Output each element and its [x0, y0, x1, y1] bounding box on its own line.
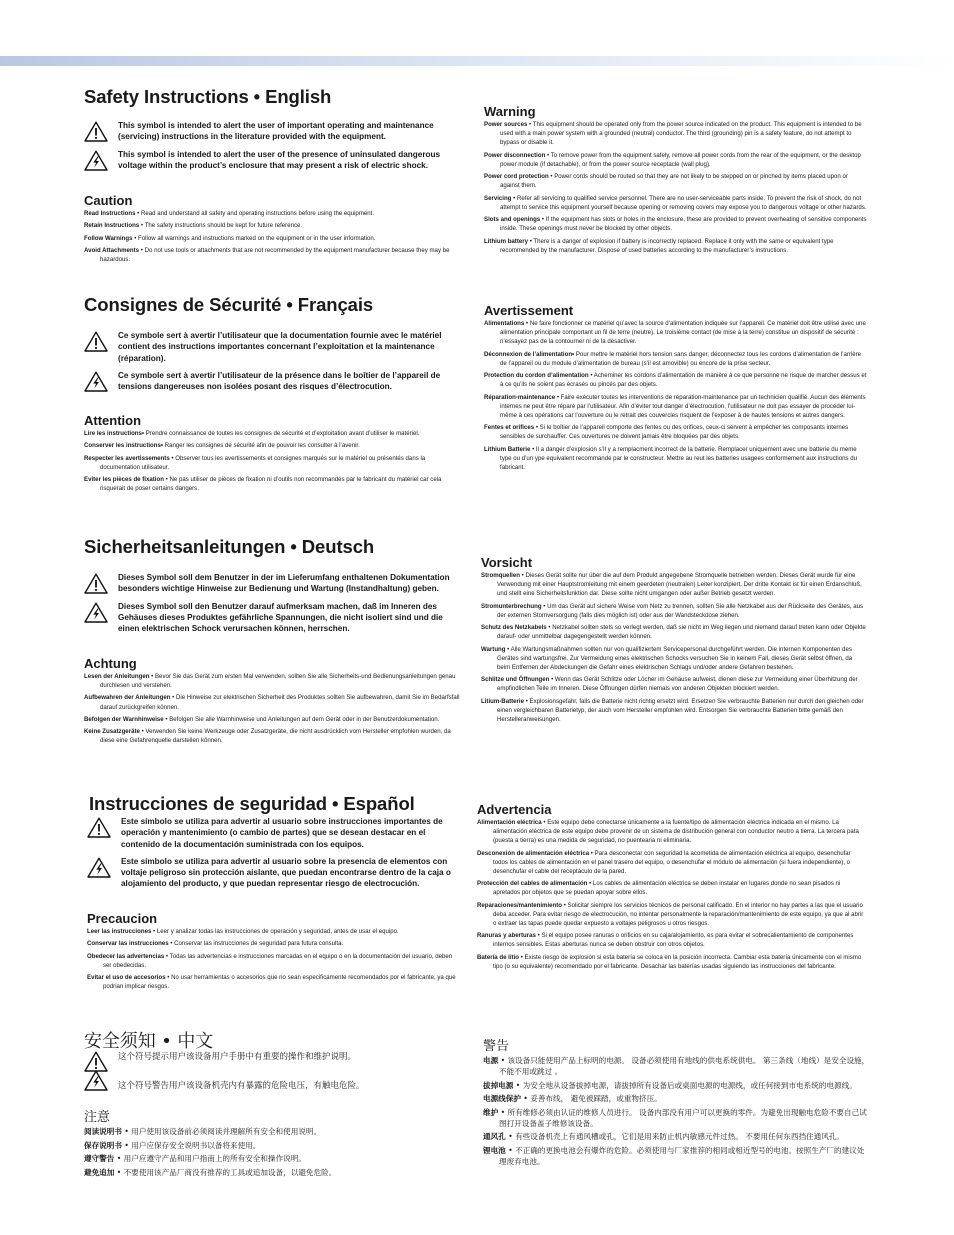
instruction-term: Conservar las instrucciones	[87, 940, 169, 948]
instruction-text: • Alle Wartungsmaßnahmen sollten nur von qualifiziertem Servicepersonal durchgeführt werden. Die internen Komponenten des Gerätes sind wartungsfrei. Zur Vermeidung eines elektrischen Schocks versuchen Sie in keinem Fall, dieses Gerät selbst öffnen, da beim Entfernen der Abdeckungen die Gefahr eines elektrischen Schlags und/oder andere Gefahren bestehen.	[497, 645, 853, 671]
caution-heading: Attention	[84, 413, 142, 428]
instruction-term: 电源	[483, 1056, 499, 1065]
instruction-text: Ranger les consignes de sécurité afin de pouvoir les consulter à l’avenir.	[163, 442, 360, 450]
instruction-term: Lithium Batterie	[484, 445, 531, 453]
instruction-item	[481, 645, 867, 672]
instruction-text: • Do not use tools or attachments that are not recommended by the equipment manufacturer because they may be hazardous.	[100, 247, 450, 264]
instruction-text: • Este equipo debe conectarse únicamente a la fuente/tipo de alimentación eléctrica indicada en el mismo. La alimentación eléctrica de este equipo debe provenir de un sistema de distribución general con conductor neutro a tierra. La tercera pata (puesta a tierra) es una medida de seguridad, no puentearia ni eliminaria.	[493, 819, 859, 845]
instruction-item	[84, 727, 462, 745]
instruction-text: • Ne faire fonctionner ce matériel qu’avec la source d’alimentation indiquée sur l’appareil. Ce matériel doit être utilisé avec une alimentation principale comportant un fil de terre (neutre). Le troisième contact (de mise à la terre) constitue un dispositif de sécurité : n’essayez pas de la contourner ni de la désactiver.	[500, 320, 866, 346]
german-symbol-shock-note	[84, 601, 464, 635]
header-color-band	[0, 56, 954, 66]
instruction-item	[484, 237, 867, 255]
spanish-caution	[87, 911, 461, 995]
instruction-item	[84, 715, 462, 724]
instruction-term: Respecter les avertissements	[84, 454, 170, 462]
instruction-term: Evitar el uso de accesorios	[87, 974, 166, 982]
instruction-term: Litium-Batterie	[481, 697, 524, 705]
instruction-item	[484, 423, 868, 441]
instruction-item	[84, 1140, 458, 1151]
instruction-item	[84, 693, 462, 711]
symbol-text: Ce symbole sert à avertir l’utilisateur de la présence dans le boîtier de l’appareil de tensions dangereuses non isolées posant des risques d’électrocution.	[118, 370, 441, 392]
warning-heading: Avertissement	[484, 303, 574, 318]
instruction-term: Aufbewahren der Anleitungen	[84, 694, 171, 702]
instruction-term: Protección del cables de alimentación	[477, 880, 588, 888]
instruction-term: 避免追加	[84, 1167, 115, 1177]
instruction-text: • 为安全地从设备拔掉电源，请拔掉所有设备后或桌面电源的电源线，或任何接到市电系统的电源线。	[513, 1080, 857, 1090]
instruction-term: 通风孔	[483, 1132, 506, 1141]
symbol-text: Dieses Symbol soll den Benutzer darauf aufmerksam machen, daß im Inneren des Gehäuses dieses Produktes gefährliche Spannungen, die nicht isoliert sind und die einen elektrischen Schock verursachen können, herrschen.	[118, 601, 443, 634]
instruction-text: • No usar herramientas o accesorios que no sean especificamente recomendados por el fabricante, ya que podrian implicar riesgos.	[103, 974, 456, 991]
instruction-item	[84, 429, 458, 438]
instruction-text: • Dieses Gerät sollte nur über die auf dem Produkt angegebene Stromquelle betrieben werden. Dieses Gerät wurde für eine Verwendung mit einer Hauptstromleitung mit einem geerdeten (neutralen) Leiter konzipiert. Der dritte Kontakt ist für einen Erdanschluß, und stellt eine Sicherheitsfunktion dar. Diese sollte nicht umgangen oder außer Betrieb gesetzt werden.	[497, 572, 862, 598]
french-symbols	[84, 330, 462, 398]
instruction-term: Schlitze und Öffnungen	[481, 676, 550, 684]
chinese-symbol-shock-note	[84, 1069, 458, 1092]
symbol-text: 这个符号警告用户该设备机壳内有暴露的危险电压，有触电危险。	[118, 1081, 365, 1092]
instruction-term: Stromquellen	[481, 572, 520, 579]
instruction-text: • Um das Gerät auf sichere Weise vom Netz zu trennen, sollten Sie alle Netzkabel aus der Rückseite des Gerätes, aus der externen Stomversorgung (falls dies möglich ist) oder aus der Wandsteckdose ziehen.	[497, 602, 864, 619]
instruction-text: • Leer y analizar todas las instrucciones de operación y seguridad, antes de usar el equipo.	[151, 928, 399, 935]
instruction-item	[87, 952, 461, 970]
instruction-text: • 所有维修必须由认证的维修人员进行。 设备内部没有用户可以更换的零件。为避免出现触电危险不要自己试图打开设备盖子维修该设备。	[498, 1107, 867, 1128]
instruction-text: • Verwenden Sie keine Werkzeuge oder Zusatzgeräte, die nicht ausdrücklich vom Hersteller empfohlen wurden, da diese eine Gefahrenquelle darstellen können.	[100, 728, 451, 745]
warning-heading: 警告	[483, 1039, 510, 1054]
instruction-item	[84, 221, 458, 230]
instruction-term: 保存说明书	[84, 1140, 122, 1150]
instruction-text: • Faire exécuter toutes les interventions de réparation-maintenance par un technicien qualifié. Aucun des éléments internes ne peut être réparé par l’utilisateur. Afin d’éviter tout danger d’électrocution, l’utilisateur ne doit pas essayer de procéder lui-même à ces opérations car l’ouverture ou le retrait des couvercles risquent de l’exposer à de hautes tensions et autres dangers.	[500, 393, 866, 419]
instruction-term: Wartung	[481, 645, 506, 653]
spanish-symbols	[87, 816, 461, 896]
instruction-text: • Para desconectar con seguridad la acometida de alimentación eléctrica al equipo, desenchufar todos los cables de alimentación en el panel trasero del equipo, o desenchufar el módulo de alimentación (si fuera independiente), o desenchufar el cable del receptáculo de la pared.	[493, 849, 851, 875]
instruction-text: Pour mettre le matériel hors tension sans danger, déconnectez tous les cordons d’alimentation de l’arrière de l’appareil ou du module d’alimentation de bureau (s’il est amovible) ou encore de la prise secteur.	[500, 350, 862, 367]
instruction-item	[481, 623, 867, 641]
instruction-term: Power sources	[484, 121, 528, 128]
instruction-term: Retain Instructions	[84, 222, 140, 230]
chinese-symbol-caution-note	[84, 1050, 458, 1063]
instruction-item	[484, 215, 867, 233]
instruction-text: • 用户应遵守产品和用户指南上的所有安全和操作说明。	[114, 1154, 306, 1163]
symbol-text: Dieses Symbol soll dem Benutzer in der im Lieferumfang enthaltenen Dokumentation besonders wichtige Hinweise zur Bedienung und Wartung (Instandhaltung) geben.	[118, 573, 450, 594]
instruction-text: • Read and understand all safety and operating instructions before using the equipment.	[135, 210, 375, 217]
instruction-item	[477, 953, 867, 971]
instruction-item	[481, 675, 867, 693]
english-symbol-caution-note	[84, 120, 458, 143]
instruction-text: • Refer all servicing to qualified service personnel. There are no user-serviceable parts inside. To prevent the risk of shock, do not attempt to service this equipment yourself because opening or removing covers may expose you to dangerous voltage or other hazards.	[500, 194, 867, 211]
instruction-item	[483, 1093, 870, 1104]
instruction-item	[84, 1153, 458, 1164]
symbol-text: Este símbolo se utiliza para advertir al usuario sobre la presencia de elementos con voltaje peligroso sin protección aislante, que puedan encontrarse dentro de la caja o alojamiento del producto, y que puedan representar riesgo de electrocución.	[121, 856, 451, 889]
warning-heading: Warning	[484, 104, 536, 119]
electric-shock-icon	[87, 857, 111, 878]
instruction-text: • Si el equipo posee ranuras o orificios en su caja/alojamiento, es para evitar el sobrecalientamiento de componentes internos sensibles. Estas aberturas nunca se deben obstruir con otros objetos.	[493, 932, 854, 949]
section-title-german: Sicherheitsanleitungen • Deutsch	[84, 536, 375, 557]
chinese-caution	[84, 1106, 458, 1180]
instruction-item	[477, 849, 867, 876]
instruction-item	[483, 1080, 870, 1091]
instruction-text: • Bevor Sie das Gerät zum ersten Mal verwenden, sollten Sie alle Sicherheits-und Bedienungsanleitungen genau durchlesen und verstehen.	[100, 673, 456, 690]
instruction-term: Slots and openings	[484, 216, 541, 224]
instruction-item	[84, 441, 458, 450]
instruction-item	[84, 234, 458, 243]
instruction-term: Obedecer las advertencias	[87, 952, 165, 960]
caution-triangle-icon	[84, 331, 108, 352]
instruction-text: Prendre connaissance de toutes les consignes de sécurité et d’exploitation avant d’utiliser le matériel.	[144, 430, 420, 437]
caution-heading: Caution	[84, 193, 133, 208]
caution-triangle-icon	[87, 817, 111, 838]
instruction-term: Alimentación eléctrica	[477, 819, 542, 826]
instruction-item	[87, 927, 461, 936]
instruction-text: • Existe riesgo de explosión si esta batería se coloca en la posición incorrecta. Cambiar esta batería únicamente con el mismo tipo (o su equivalente) recomendado por el fabricante. Desachar las baterías usadas siguiendo las instrucciones del fabricante.	[493, 953, 862, 970]
instruction-text: • Explosionsgefahr, falls die Batterie nicht richtig ersetzt wird. Ersetzen Sie verbrauchte Batterien nur durch den gleichen oder einen vergleichbaren Batterietyp, der auch vom Hersteller empfohlen wird. Entsorgen Sie verbrauchte Batterien bitte gemäß den Herstelleranweisungen.	[497, 697, 864, 723]
instruction-item	[84, 209, 458, 218]
spanish-warning	[477, 802, 867, 974]
german-symbols	[84, 572, 464, 640]
german-caution	[84, 656, 462, 749]
french-symbol-shock-note	[84, 370, 462, 393]
instruction-term: Power disconnection	[484, 151, 546, 159]
instruction-term: Power cord protection	[484, 173, 549, 181]
german-symbol-caution-note	[84, 572, 464, 595]
instruction-item	[84, 672, 462, 690]
instruction-term: Schutz des Netzkabels	[481, 624, 547, 632]
instruction-term: Eviter les pièces de fixation	[84, 476, 164, 484]
instruction-item	[477, 901, 867, 928]
instruction-item	[477, 818, 867, 845]
instruction-term: Ranuras y aberturas	[477, 932, 536, 940]
electric-shock-icon	[84, 1070, 108, 1091]
instruction-item	[481, 697, 867, 724]
french-warning	[484, 303, 868, 475]
instruction-term: Alimentations	[484, 320, 525, 327]
instruction-item	[483, 1055, 870, 1077]
instruction-term: Déconnexion de l’alimentation•	[484, 350, 575, 358]
instruction-term: Servicing	[484, 194, 512, 202]
instruction-text: • Ne pas utiliser de pièces de fixation ni d’outils non recommandés par le fabricant du matériel car cela risquerait de poser certains dangers.	[100, 476, 442, 493]
instruction-term: Lithium battery	[484, 237, 529, 245]
instruction-item	[484, 445, 868, 472]
instruction-item	[484, 120, 867, 147]
instruction-text: • The safety instructions should be kept for future reference.	[139, 222, 303, 230]
caution-heading: 注意	[84, 1110, 111, 1125]
instruction-term: Conserver les instructions•	[84, 442, 164, 450]
caution-triangle-icon	[84, 121, 108, 142]
english-caution	[84, 193, 458, 268]
instruction-term: Keine Zusatzgeräte	[84, 728, 140, 736]
instruction-item	[84, 454, 458, 472]
french-caution	[84, 413, 458, 497]
instruction-item	[484, 194, 867, 212]
instruction-item	[84, 475, 458, 493]
instruction-item	[84, 1126, 458, 1137]
instruction-item	[484, 151, 867, 169]
english-symbol-shock-note	[84, 149, 458, 172]
instruction-text: • To remove power from the equipment safely, remove all power cords from the rear of the equipment, or the desktop power module (if detachable), or from the power source receptacle (wall plug).	[500, 151, 861, 168]
symbol-text: 这个符号提示用户该设备用户手册中有重要的操作和维护说明。	[118, 1052, 357, 1062]
instruction-term: 维护	[483, 1107, 499, 1117]
instruction-term: Reparaciones/mantenimiento	[477, 901, 562, 909]
instruction-text: • Wenn das Gerät Schlitze oder Löcher im Gehäuse aufweist, dienen diese zur Vermeidung einer Überhitzung der empfindlichen Teile im Inneren. Diese Öffnungen dürfen niemals von anderen Objekten blockiert werden.	[497, 676, 858, 693]
instruction-item	[484, 393, 868, 420]
instruction-text: • This equipment should be operated only from the power source indicated on the product. This equipment is intended to be used with a main power system with a grounded (neutral) conductor. The third (grounding) pin is a safety feature, do not attempt to bypass or disable it.	[500, 121, 862, 147]
instruction-text: • 用户使用该设备前必须阅读并理解所有安全和使用说明。	[121, 1127, 322, 1136]
instruction-item	[84, 1167, 458, 1178]
instruction-item	[484, 371, 868, 389]
instruction-text: • 该设备只能使用产品上标明的电源。 设备必须使用有地线的供电系统供电。 第三条线（地线）是安全设施，不能不用或跳过 。	[498, 1056, 870, 1076]
instruction-term: Befolgen der Warnhinweise	[84, 715, 164, 723]
instruction-item	[484, 172, 867, 190]
instruction-term: Protection du cordon d’alimentation	[484, 372, 589, 380]
caution-heading: Achtung	[84, 656, 137, 671]
chinese-symbols	[84, 1050, 458, 1099]
instruction-text: • 不正确的更换电池会有爆炸的危险。必须使用与厂家推荐的相同或相近型号的电池。按照生产厂的建议处理废弃电池。	[499, 1145, 865, 1166]
instruction-text: • Si le boîtier de l’appareil comporte des fentes ou des orifices, ceux-ci servent à empêcher les composants internes sensibles de surchauffer. Ces ouvertures ne doivent jamais être bloquées par des objets.	[500, 424, 849, 441]
instruction-text: • 用户应保存安全说明书以备将来使用。	[121, 1140, 261, 1150]
instruction-item	[477, 879, 867, 897]
instruction-text: • Befolgen Sie alle Warnhinweise und Anleitungen auf dem Gerät oder in der Benutzerdokumentation.	[163, 715, 440, 723]
instruction-text: • Follow all warnings and instructions marked on the equipment or in the user information.	[132, 234, 376, 242]
instruction-term: Lesen der Anleitungen	[84, 673, 150, 680]
instruction-term: 阅读说明书	[84, 1127, 122, 1136]
symbol-text: This symbol is intended to alert the user of the presence of uninsulated dangerous voltage within the product’s enclosure that may present a risk of electric shock.	[118, 149, 441, 170]
english-symbols	[84, 120, 458, 177]
instruction-text: • Conservar las instrucciones de seguridad para futura consulta.	[168, 940, 344, 948]
instruction-item	[484, 319, 868, 346]
instruction-term: Stromunterbrechung	[481, 602, 542, 610]
instruction-term: 拔掉电源	[483, 1080, 514, 1090]
instruction-item	[483, 1107, 870, 1129]
section-title-chinese: 安全须知 • 中文	[84, 1031, 214, 1052]
instruction-term: 锂电池	[483, 1145, 506, 1155]
instruction-term: Batería de litio	[477, 953, 519, 961]
caution-heading: Precaucion	[87, 911, 158, 926]
electric-shock-icon	[84, 150, 108, 171]
instruction-term: 遵守警告	[84, 1154, 115, 1163]
spanish-symbol-caution-note	[87, 816, 461, 850]
electric-shock-icon	[84, 602, 108, 623]
instruction-term: Leer las instrucciones	[87, 928, 152, 935]
instruction-text: • There is a danger of explosion if battery is incorrectly replaced. Replace it only with the same or equivalent type recommended by the manufacturer. Dispose of used batteries according to the manufacturer’s instructions.	[500, 237, 834, 254]
instruction-text: • Todas las advertencias e instrucciones marcadas en el equipo o en la documentación del usuario, deben ser obedecidas.	[103, 952, 453, 969]
instruction-text: • Acheminer les cordons d’alimentation de manière à ce que personne ne risque de marcher dessus et à ce qu’ils ne soient pas écrasés ou pincés par des objets.	[500, 372, 867, 389]
instruction-term: Desconexión de alimentación eléctrica	[477, 849, 590, 857]
symbol-text: Ce symbole sert à avertir l’utilisateur que la documentation fournie avec le matériel contient des instructions importantes concernant l’exploitation et la maintenance (réparation).	[118, 331, 442, 363]
instruction-text: • Observer tous les avertissements et consignes marqués sur le matériel ou présentés dans la documentation utilisateur.	[100, 454, 426, 471]
instruction-term: Avoid Attachments	[84, 247, 140, 255]
instruction-text: • If the equipment has slots or holes in the enclosure, these are provided to prevent overheating of sensitive components inside. These openings must never be blocked by other objects.	[500, 216, 867, 233]
spanish-symbol-shock-note	[87, 856, 461, 890]
instruction-term: 电源线保护	[483, 1094, 521, 1103]
instruction-item	[484, 350, 868, 368]
german-warning	[481, 555, 867, 727]
warning-heading: Vorsicht	[481, 555, 533, 570]
english-warning	[484, 104, 867, 258]
instruction-text: • Los cables de alimentación eléctrica se deben instalar en lugares donde no sean pisados ni apretados por objetos que se puedan apoyar sobre ellos.	[493, 880, 841, 897]
instruction-text: • Solicitar siempre los servicios técnicos de personal calificado. En el interior no hay partes a las que el usuario deba acceder. Para evitar riesgo de electrocución, no intentar personalmente la reparación/mantenimiento de este equipo, ya que al abrir o extraer las tapas puede quedar expuesto a voltajes peligrosos u otros riesgos.	[493, 901, 864, 927]
instruction-term: Follow Warnings	[84, 234, 133, 242]
instruction-text: • Netzkabel sollten stets so verlegt werden, daß sie nicht im Weg liegen und niemand darauf treten kann oder Objekte darauf- oder unmittelbar dagegengestellt werden können.	[497, 624, 866, 641]
warning-heading: Advertencia	[477, 802, 552, 817]
instruction-text: • Il a danger d’explosion s’Il y a remplacment incorrect de la batterie. Remplacer uniquement avec une batterie du meme type ou d’un ype equivalent recommande par le constructeur. Mettre au reut les batteries usagees conformement aux instructions du fabricant.	[500, 445, 858, 471]
instruction-term: Fentes et orifices	[484, 424, 535, 432]
symbol-text: Este símbolo se utiliza para advertir al usuario sobre instrucciones importantes de operación y mantenimiento (o cambio de partes) que se desean destacar en el contenido de la documentación suministrada con los equipos.	[121, 817, 443, 849]
instruction-term: Lire les instructions•	[84, 430, 145, 437]
instruction-item	[477, 931, 867, 949]
instruction-text: • Power cords should be routed so that they are not likely to be stepped on or pinched by items placed upon or against them.	[500, 173, 848, 190]
symbol-text: This symbol is intended to alert the user of important operating and maintenance (servicing) instructions in the literature provided with the equipment.	[118, 121, 434, 142]
instruction-text: • 妥善布线， 避免被踩踏，或重物挤压。	[520, 1094, 662, 1103]
instruction-text: • 有些设备机壳上有通风槽或孔，它们是用来防止机内敏感元件过热。 不要用任何东西挡住通风孔。	[505, 1132, 845, 1141]
instruction-item	[481, 602, 867, 620]
instruction-item	[87, 973, 461, 991]
instruction-item	[481, 571, 867, 598]
instruction-item	[483, 1145, 870, 1167]
instruction-term: Réparation-maintenance	[484, 393, 556, 401]
instruction-text: • 不要使用该产品厂商没有推荐的工具或追加设备，以避免危险。	[114, 1167, 337, 1177]
electric-shock-icon	[84, 371, 108, 392]
instruction-term: Read Instructions	[84, 210, 136, 217]
section-title-spanish: Instrucciones de seguridad • Español	[89, 793, 415, 814]
instruction-item	[483, 1131, 870, 1142]
instruction-item	[84, 246, 458, 264]
instruction-text: • Die Hinweise zur elektrischen Sicherheit des Produktes sollten Sie aufbewahren, damit Sie im Bedarfsfall darauf zurückgreifen können.	[100, 694, 460, 711]
section-title-french: Consignes de Sécurité • Français	[84, 294, 374, 315]
chinese-warning	[483, 1035, 870, 1169]
caution-triangle-icon	[84, 573, 108, 594]
french-symbol-caution-note	[84, 330, 462, 364]
instruction-item	[87, 939, 461, 948]
section-title-english: Safety Instructions • English	[84, 86, 332, 107]
